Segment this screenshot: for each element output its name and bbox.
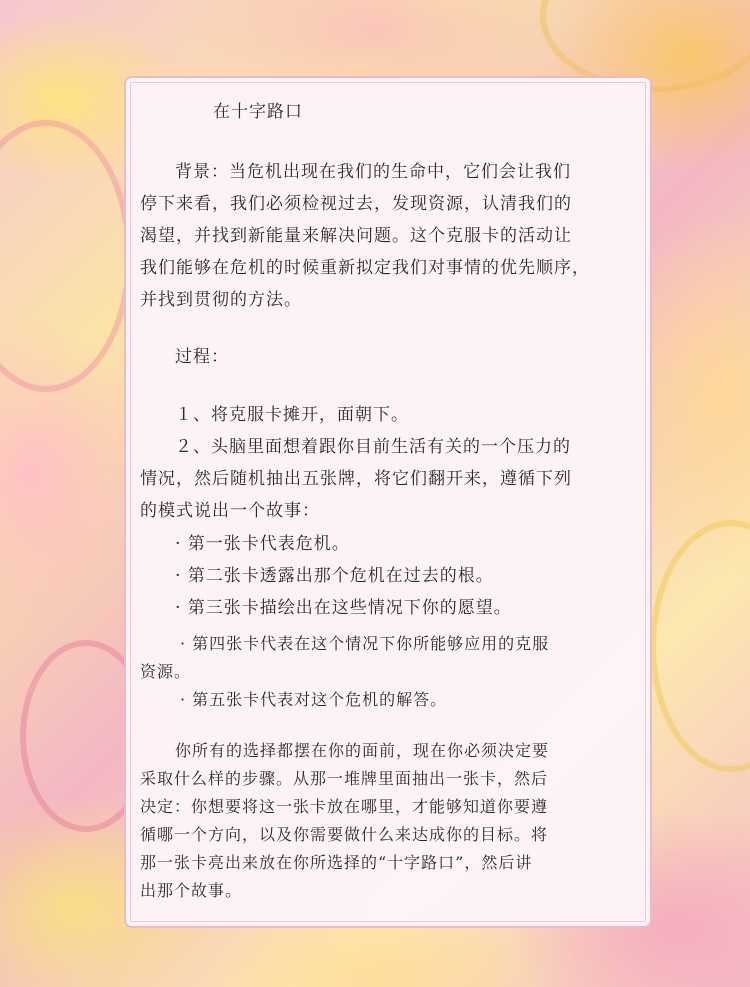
process-heading: 过程：: [175, 347, 229, 367]
bullet-item: · 第五张卡代表对这个危机的解答。: [180, 690, 448, 709]
background-line: 渴望，并找到新能量来解决问题。这个克服卡的活动让: [140, 226, 572, 246]
bullet-item: · 第二张卡透露出那个危机在过去的根。: [175, 566, 494, 586]
background-line: 我们能够在危机的时候重新拟定我们对事情的优先顺序，: [140, 258, 590, 278]
closing-line: 出那个故事。: [140, 881, 243, 900]
step-line: 的模式说出一个故事：: [140, 501, 320, 521]
bullet-item: · 第一张卡代表危机。: [175, 534, 350, 554]
closing-line: 你所有的选择都摆在你的面前，现在你必须决定要: [175, 741, 550, 760]
closing-line: 决定：你想要将这一张卡放在哪里，才能够知道你要遵: [140, 797, 549, 816]
closing-line: 采取什么样的步骤。从那一堆牌里面抽出一张卡，然后: [140, 769, 549, 788]
bullet-item: 资源。: [140, 662, 192, 681]
step-line: １、将克服卡摊开，面朝下。: [175, 405, 409, 425]
step-line: 情况，然后随机抽出五张牌，将它们翻开来，遵循下列: [140, 469, 572, 489]
marble-swirl: [0, 120, 132, 392]
step-line: ２、头脑里面想着跟你目前生活有关的一个压力的: [175, 437, 571, 457]
closing-line: 循哪一个方向，以及你需要做什么来达成你的目标。将: [140, 825, 549, 844]
background-line: 停下来看，我们必须检视过去，发现资源，认清我们的: [140, 194, 572, 214]
marble-swirl: [650, 520, 750, 772]
closing-line: 那一张卡亮出来放在你所选择的“十字路口”，然后讲: [140, 853, 533, 872]
background-line: 背景：当危机出现在我们的生命中，它们会让我们: [175, 162, 571, 182]
page-title: 在十字路口: [213, 102, 303, 122]
bullet-item: · 第四张卡代表在这个情况下你所能够应用的克服: [180, 634, 550, 653]
background-line: 并找到贯彻的方法。: [140, 290, 302, 310]
bullet-item: · 第三张卡描绘出在这些情况下你的愿望。: [175, 598, 512, 618]
